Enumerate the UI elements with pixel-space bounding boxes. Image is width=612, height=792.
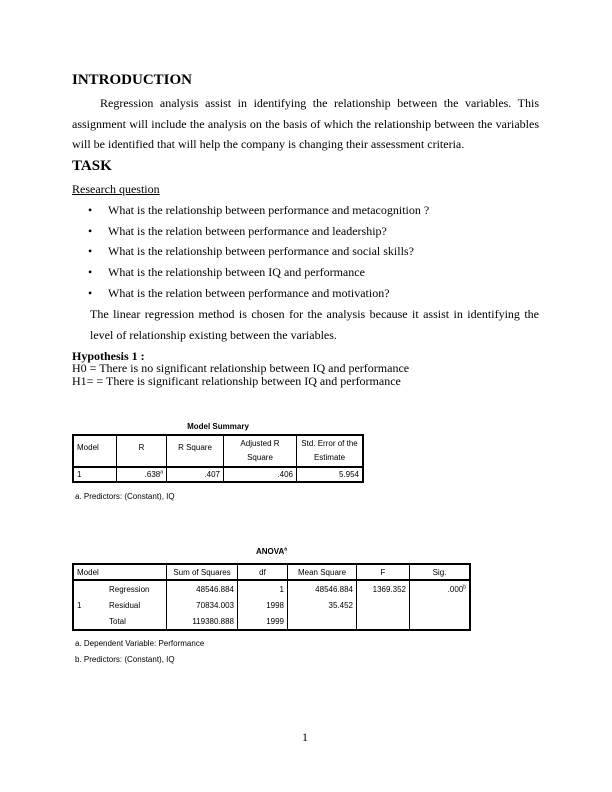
header-std-error xyxy=(297,435,364,467)
method-paragraph: The linear regression method is chosen for the analysis because it assist in identifying the level of relationship existing between the variables. xyxy=(90,307,539,342)
anova-table xyxy=(72,563,471,631)
cell-row-label: Total xyxy=(106,614,167,630)
cell-sum-of-squares: 70834.003 xyxy=(167,597,238,614)
cell-sig-footnote-mark: b xyxy=(463,583,466,590)
header-sum-of-squares: Sum of Squares xyxy=(167,564,238,580)
anova-footnote-a: a. Dependent Variable: Performance xyxy=(75,639,205,648)
table-row xyxy=(73,467,363,482)
cell-sig xyxy=(410,597,471,614)
table-header-row xyxy=(73,435,363,467)
cell-sig-value: .000 xyxy=(447,584,464,594)
cell-model: 1 xyxy=(73,467,117,482)
question-text: What is the relationship between performance and metacognition ? xyxy=(108,203,430,217)
research-question-list xyxy=(72,200,542,303)
page-number: 1 xyxy=(302,730,308,744)
header-r: R xyxy=(117,435,167,467)
anova-footnote-b: b. Predictors: (Constant), IQ xyxy=(75,655,175,664)
hypothesis-h0: H0 = There is no significant relationship between IQ and performance xyxy=(72,361,410,375)
task-heading: TASK xyxy=(72,158,112,174)
list-item xyxy=(72,221,542,242)
list-item xyxy=(72,241,542,262)
cell-f: 1369.352 xyxy=(357,580,410,597)
cell-model-number: 1 xyxy=(73,580,106,630)
model-summary-title: Model Summary xyxy=(187,422,249,431)
bullet-icon: • xyxy=(88,203,93,217)
research-question-subheading: Research question xyxy=(72,182,160,196)
cell-mean-square: 48546.884 xyxy=(288,580,357,597)
cell-std-error: 5.954 xyxy=(297,467,364,482)
question-text: What is the relation between performance and leadership? xyxy=(108,223,387,238)
table-header-row xyxy=(73,564,470,580)
model-summary-table xyxy=(72,434,364,483)
header-model: Model xyxy=(73,564,167,580)
cell-r-footnote-mark: a xyxy=(160,469,163,476)
header-r-square: R Square xyxy=(167,435,224,467)
cell-sig xyxy=(410,614,471,630)
cell-adj-r-square: .406 xyxy=(224,467,297,482)
header-f: F xyxy=(357,564,410,580)
introduction-paragraph: Regression analysis assist in identifying the relationship between the variables. This assignment will include the analysis on the basis of which the relationship between the variables will be identified that will help the company is changing their assessment criteria. xyxy=(72,96,539,151)
question-text: What is the relationship between performance and social skills? xyxy=(108,244,414,259)
cell-row-label: Regression xyxy=(106,580,167,597)
header-mean-square: Mean Square xyxy=(288,564,357,580)
cell-row-label: Residual xyxy=(106,597,167,614)
cell-mean-square xyxy=(288,614,357,630)
header-std-error-line1: Std. Error of the xyxy=(301,439,358,448)
bullet-icon: • xyxy=(88,265,93,280)
header-adj-r-square-line1: Adjusted R xyxy=(240,439,280,448)
anova-title-text: ANOVA xyxy=(255,547,285,556)
cell-mean-square: 35.452 xyxy=(288,597,357,614)
cell-r-square: .407 xyxy=(167,467,224,482)
bullet-icon: • xyxy=(88,244,93,259)
cell-f xyxy=(357,597,410,614)
hypothesis-h1: H1= = There is significant relationship between IQ and performance xyxy=(72,374,401,388)
cell-df: 1998 xyxy=(238,597,288,614)
table-row xyxy=(73,614,470,630)
cell-df: 1 xyxy=(238,580,288,597)
anova-title xyxy=(72,547,471,556)
header-sig: Sig. xyxy=(410,564,471,580)
cell-f xyxy=(357,614,410,630)
anova-title-footnote-mark: a xyxy=(284,546,288,553)
question-text: What is the relationship between IQ and performance xyxy=(108,265,365,280)
bullet-icon: • xyxy=(88,223,93,238)
table-row xyxy=(73,597,470,614)
cell-sum-of-squares: 48546.884 xyxy=(167,580,238,597)
cell-df: 1999 xyxy=(238,614,288,630)
table-row xyxy=(73,580,470,597)
model-summary-footnote: a. Predictors: (Constant), IQ xyxy=(75,492,175,501)
header-adj-r-square-line2: Square xyxy=(247,453,273,462)
bullet-icon: • xyxy=(88,285,93,300)
cell-sig xyxy=(410,580,471,597)
list-item xyxy=(72,283,542,304)
question-text: What is the relation between performance and motivation? xyxy=(108,285,390,300)
cell-r xyxy=(117,467,167,482)
header-df: df xyxy=(238,564,288,580)
header-model: Model xyxy=(73,435,117,467)
introduction-heading: INTRODUCTION xyxy=(72,72,193,88)
hypothesis-title: Hypothesis 1 : xyxy=(72,349,145,363)
list-item xyxy=(72,200,542,221)
cell-r-value: .638 xyxy=(144,470,161,479)
header-adj-r-square xyxy=(224,435,297,467)
list-item xyxy=(72,262,542,283)
header-std-error-line2: Estimate xyxy=(313,453,346,462)
cell-sum-of-squares: 119380.888 xyxy=(167,614,238,630)
